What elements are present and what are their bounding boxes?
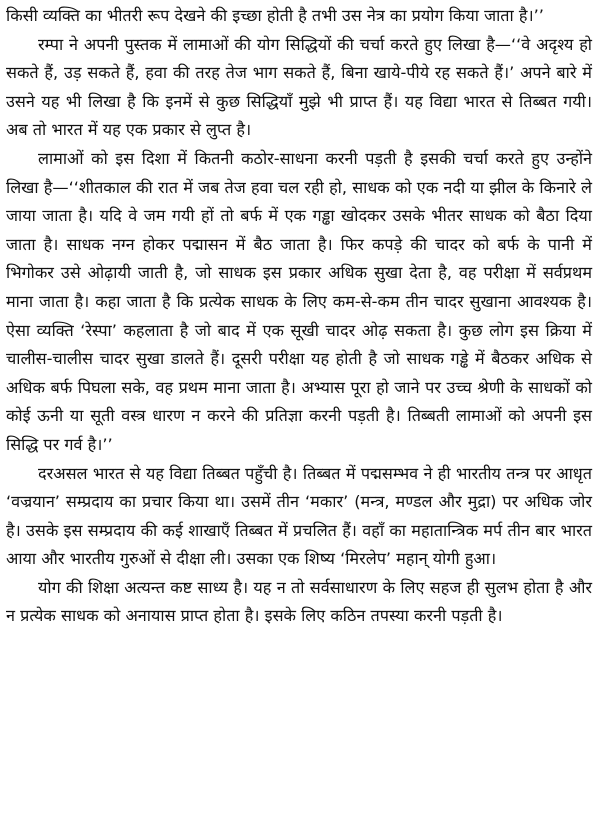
paragraph-yoga-shiksha: योग की शिक्षा अत्यन्त कष्ट साध्य है। यह न तो सर्वसाधारण के लिए सहज ही सुलभ होता है और न प्रत्येक साधक को अनायास प्राप्त होता है। इसके लिए कठिन तपस्या करनी पड़ती है। bbox=[6, 577, 592, 626]
paragraph-rampa: रम्पा ने अपनी पुस्तक में लामाओं की योग सिद्धियों की चर्चा करते हुए लिखा है—‘‘वे अदृश्य हो सकते हैं, उड़ सकते हैं, हवा की तरह तेज भाग सकते हैं, बिना खाये-पीये रह सकते हैं।’ अपने बारे में उसने यह भी लिखा है कि इनमें से कुछ सिद्धियाँ मुझे भी प्राप्त हैं। यह विद्या भारत से तिब्बत गयी। अब तो भारत में यह एक प्रकार से लुप्त है। bbox=[6, 34, 592, 140]
paragraph-vajrayana: दरअसल भारत से यह विद्या तिब्बत पहुँची है। तिब्बत में पद्मसम्भव ने ही भारतीय तन्त्र पर आधृत ‘वज्रयान’ सम्प्रदाय का प्रचार किया था। उसमें तीन ‘मकार’ (मन्त्र, मण्डल और मुद्रा) पर अधिक जोर है। उसके इस सम्प्रदाय की कई शाखाएँ तिब्बत में प्रचलित हैं। वहाँ का महातान्त्रिक मर्प तीन बार भारत आया और भारतीय गुरुओं से दीक्षा ली। उसका एक शिष्य ‘मिरलेप’ महान् योगी हुआ। bbox=[6, 463, 592, 569]
paragraph-lamas-sadhana: लामाओं को इस दिशा में कितनी कठोर-साधना करनी पड़ती है इसकी चर्चा करते हुए उन्होंने लिखा है—‘‘शीतकाल की रात में जब तेज हवा चल रही हो, साधक को एक नदी या झील के किनारे ले जाया जाता है। यदि वे जम गयी हों तो बर्फ में एक गड्ढा खोदकर उसके भीतर साधक को बैठा दिया जाता है। साधक नग्न होकर पद्मासन में बैठ जाता है। फिर कपड़े की चादर को बर्फ के पानी में भिगोकर उसे ओढ़ायी जाती है, जो साधक इस प्रकार अधिक सुखा देता है, वह परीक्षा में सर्वप्रथम माना जाता है। कहा जाता है कि प्रत्येक साधक के लिए कम-से-कम तीन चादर सुखाना आवश्यक है। ऐसा व्यक्ति ‘रेस्पा’ कहलाता है जो बाद में एक सूखी चादर ओढ़ सकता है। कुछ लोग इस क्रिया में चालीस-चालीस चादर सुखा डालते हैं। दूसरी परीक्षा यह होती है जो साधक गड्ढे में बैठकर अधिक से अधिक बर्फ पिघला सके, वह प्रथम माना जाता है। अभ्यास पूरा हो जाने पर उच्च श्रेणी के साधकों को कोई ऊनी या सूती वस्त्र धारण न करने की प्रतिज्ञा करनी पड़ती है। तिब्बती लामाओं को अपनी इस सिद्धि पर गर्व है।’’ bbox=[6, 148, 592, 454]
paragraph-continuation: किसी व्यक्ति का भीतरी रूप देखने की इच्छा होती है तभी उस नेत्र का प्रयोग किया जाता है।’’ bbox=[6, 6, 544, 25]
